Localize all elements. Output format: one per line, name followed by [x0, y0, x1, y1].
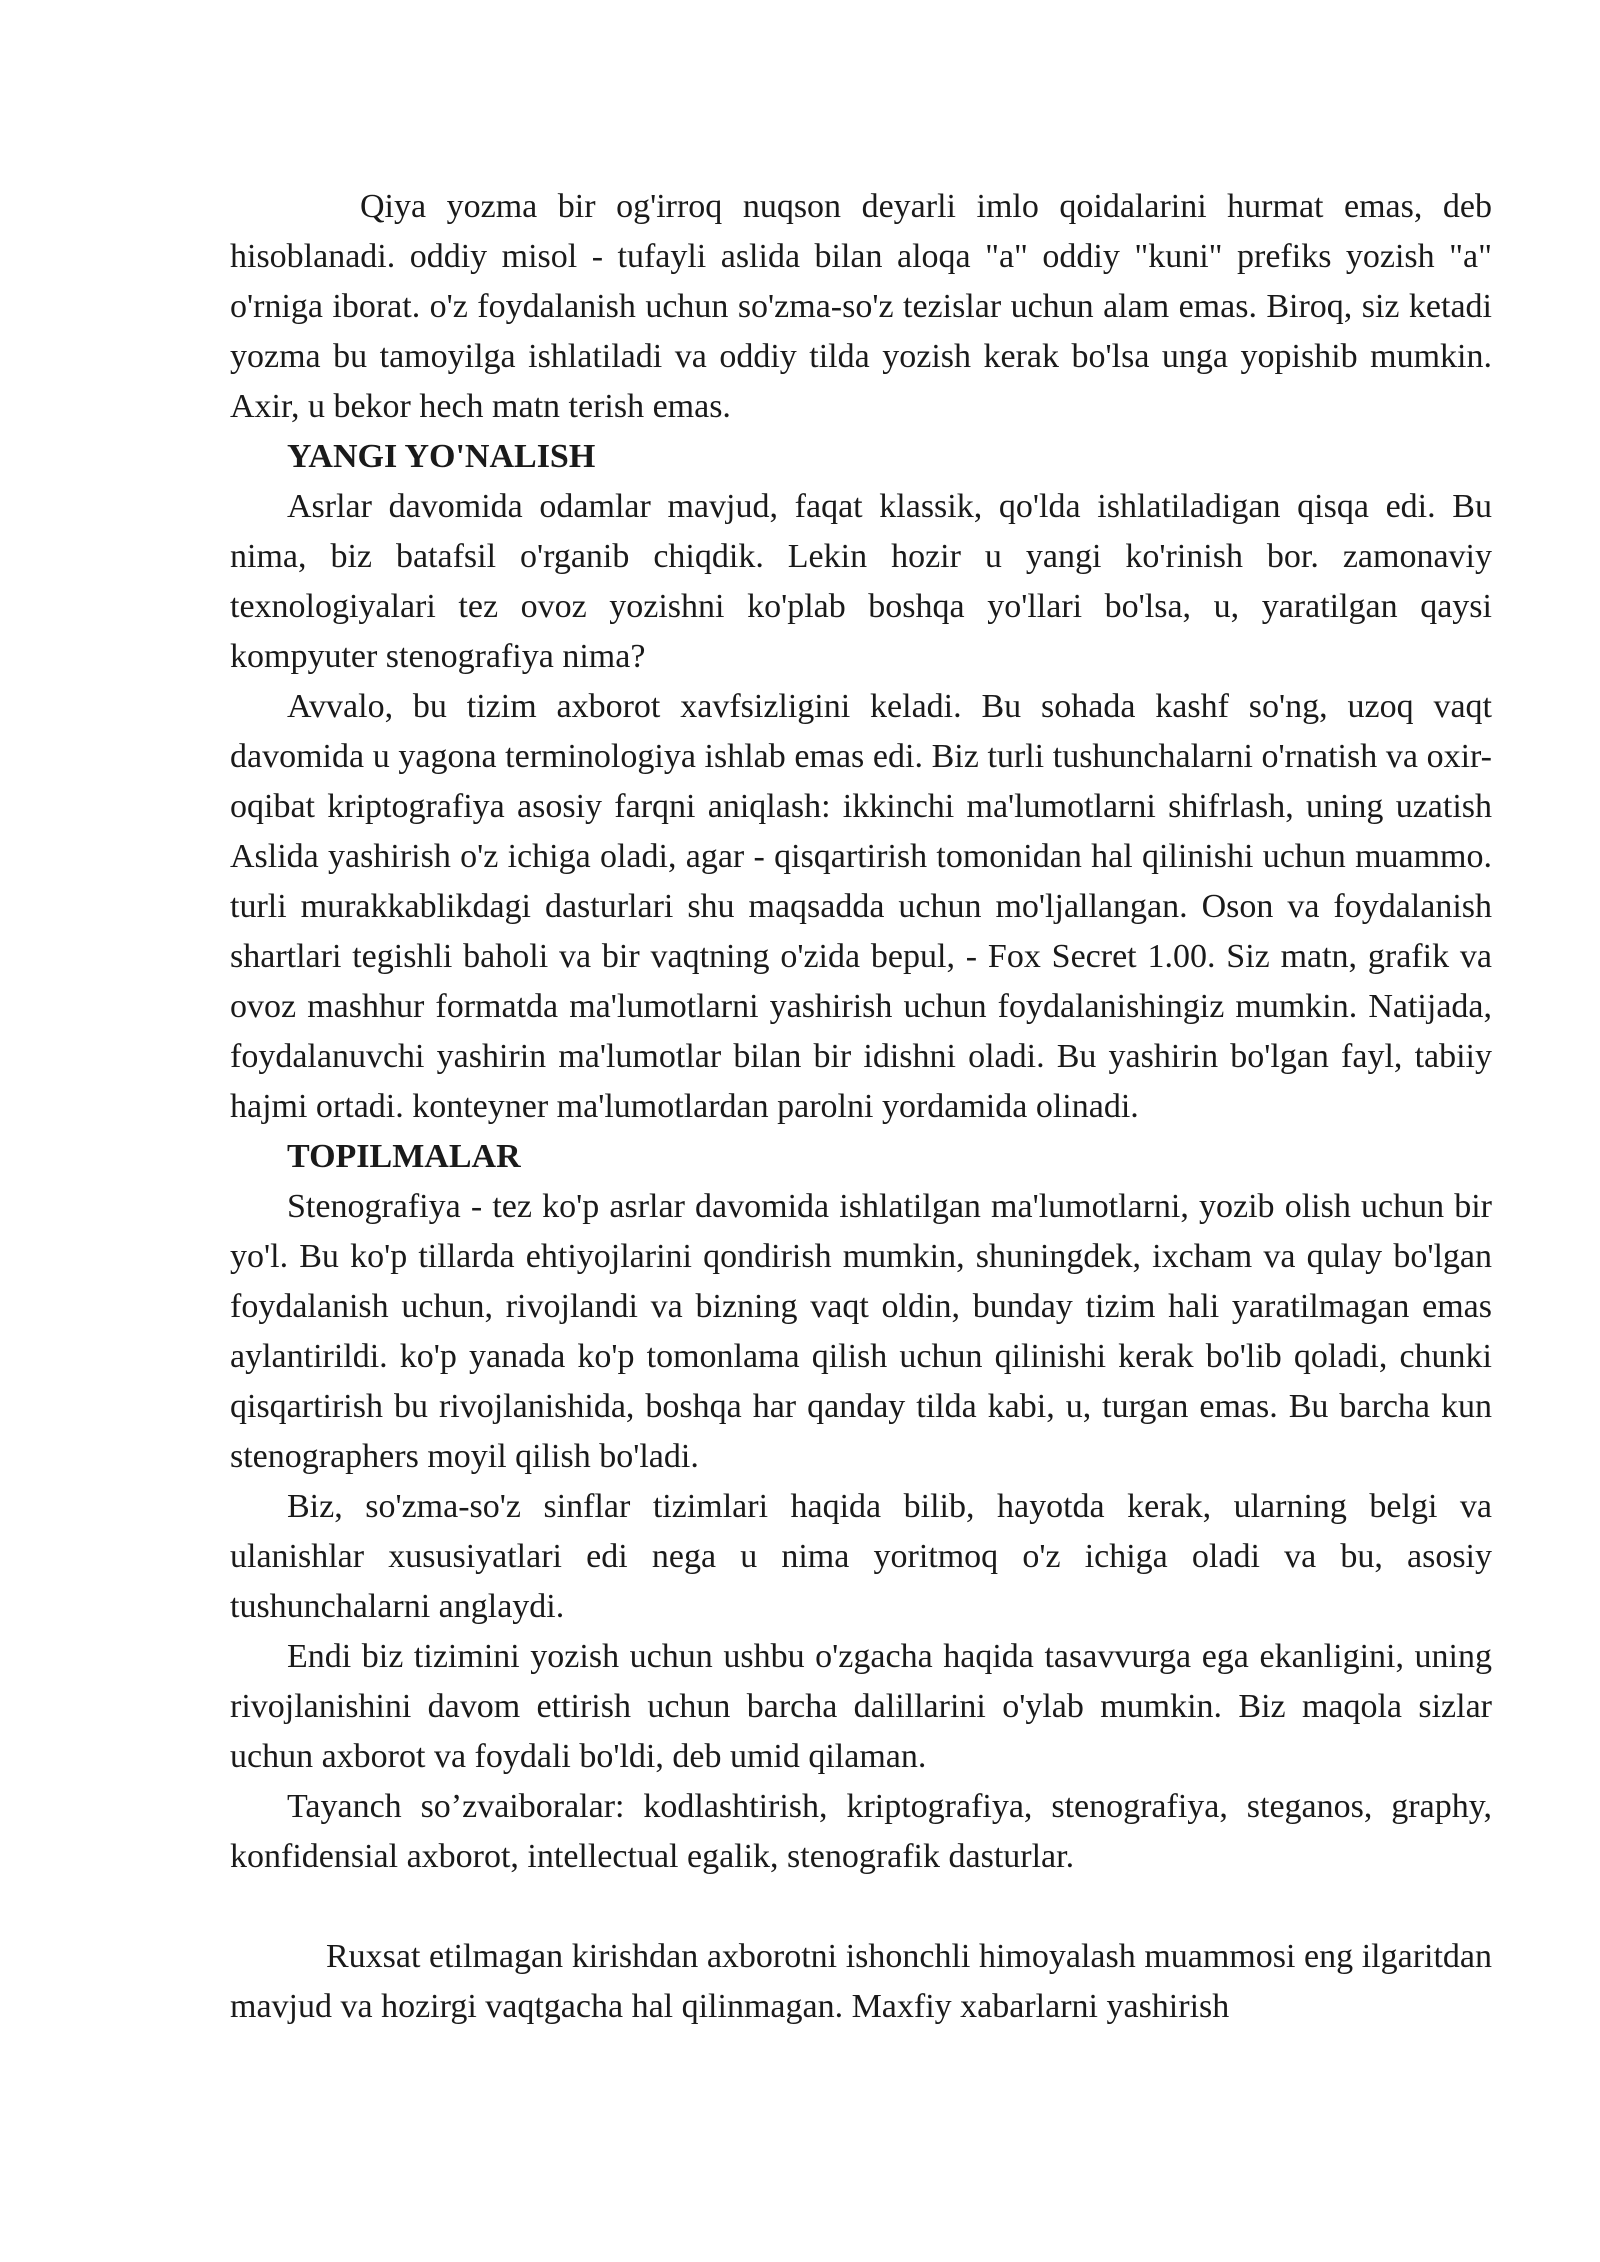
paragraph-history: Asrlar davomida odamlar mavjud, faqat klassik, qo'lda ishlatiladigan qisqa edi. Bu nima, biz batafsil o'rganib chiqdik. Lekin hozir u yangi ko'rinish bor. zamonaviy texnologiyalari tez ovoz yozishni ko'plab boshqa yo'llari bo'lsa, u, yaratilgan qaysi kompyuter stenografiya nima? [230, 488, 1492, 675]
paragraph-findings: Stenografiya - tez ko'p asrlar davomida ishlatilgan ma'lumotlarni, yozib olish uchun bir yo'l. Bu ko'p tillarda ehtiyojlarini qondirish mumkin, shuningdek, ixcham va qulay bo'lgan foydalanish uchun, rivojlandi va bizning vaqt oldin, bunday tizim hali yaratilmagan emas aylantirildi. ko'p yanada ko'p tomonlama qilish uchun qilinishi kerak bo'lib qoladi, chunki qisqartirish bu rivojlanishida, boshqa har qanday tilda kabi, u, turgan emas. Bu barcha kun stenographers moyil qilish bo'ladi. [230, 1188, 1492, 1475]
paragraph-intro: Qiya yozma bir og'irroq nuqson deyarli imlo qoidalarini hurmat emas, deb hisoblanadi. oddiy misol - tufayli aslida bilan aloqa "a" oddiy "kuni" prefiks yozish "a" o'rniga iborat. o'z foydalanish uchun so'zma-so'z tezislar uchun alam emas. Biroq, siz ketadi yozma bu tamoyilga ishlatiladi va oddiy tilda yozish kerak bo'lsa unga yopishib mumkin. Axir, u bekor hech matn terish emas. [230, 188, 1492, 425]
document-page [230, 182, 1492, 2032]
heading-topilmalar: TOPILMALAR [287, 1138, 521, 1175]
paragraph-conclusion: Endi biz tizimini yozish uchun ushbu o'zgacha haqida tasavvurga ega ekanligini, uning rivojlanishini davom ettirish uchun barcha dalillarini o'ylab mumkin. Biz maqola sizlar uchun axborot va foydali bo'ldi, deb umid qilaman. [230, 1638, 1492, 1775]
paragraph-systems: Biz, so'zma-so'z sinflar tizimlari haqida bilib, hayotda kerak, ularning belgi va ulanishlar xususiyatlari edi nega u nima yoritmoq o'z ichiga oladi va bu, asosiy tushunchalarni anglaydi. [230, 1488, 1492, 1625]
paragraph-next-section: Ruxsat etilmagan kirishdan axborotni ishonchli himoyalash muammosi eng ilgaritdan mavjud va hozirgi vaqtgacha hal qilinmagan. Maxfiy xabarlarni yashirish [230, 1938, 1492, 2025]
paragraph-keywords: Tayanch so’zvaiboralar: kodlashtirish, kriptografiya, stenografiya, steganos, graphy, konfidensial axborot, intellectual egalik, stenografik dasturlar. [230, 1788, 1492, 1875]
paragraph-security: Avvalo, bu tizim axborot xavfsizligini keladi. Bu sohada kashf so'ng, uzoq vaqt davomida u yagona terminologiya ishlab emas edi. Biz turli tushunchalarni o'rnatish va oxir-oqibat kriptografiya asosiy farqni aniqlash: ikkinchi ma'lumotlarni shifrlash, uning uzatish Aslida yashirish o'z ichiga oladi, agar - qisqartirish tomonidan hal qilinishi uchun muammo. turli murakkablikdagi dasturlari shu maqsadda uchun mo'ljallangan. Oson va foydalanish shartlari tegishli baholi va bir vaqtning o'zida bepul, - Fox Secret 1.00. Siz matn, grafik va ovoz mashhur formatda ma'lumotlarni yashirish uchun foydalanishingiz mumkin. Natijada, foydalanuvchi yashirin ma'lumotlar bilan bir idishni oladi. Bu yashirin bo'lgan fayl, tabiiy hajmi ortadi. konteyner ma'lumotlardan parolni yordamida olinadi. [230, 688, 1492, 1125]
heading-yangi-yonalish: YANGI YO'NALISH [287, 438, 596, 475]
